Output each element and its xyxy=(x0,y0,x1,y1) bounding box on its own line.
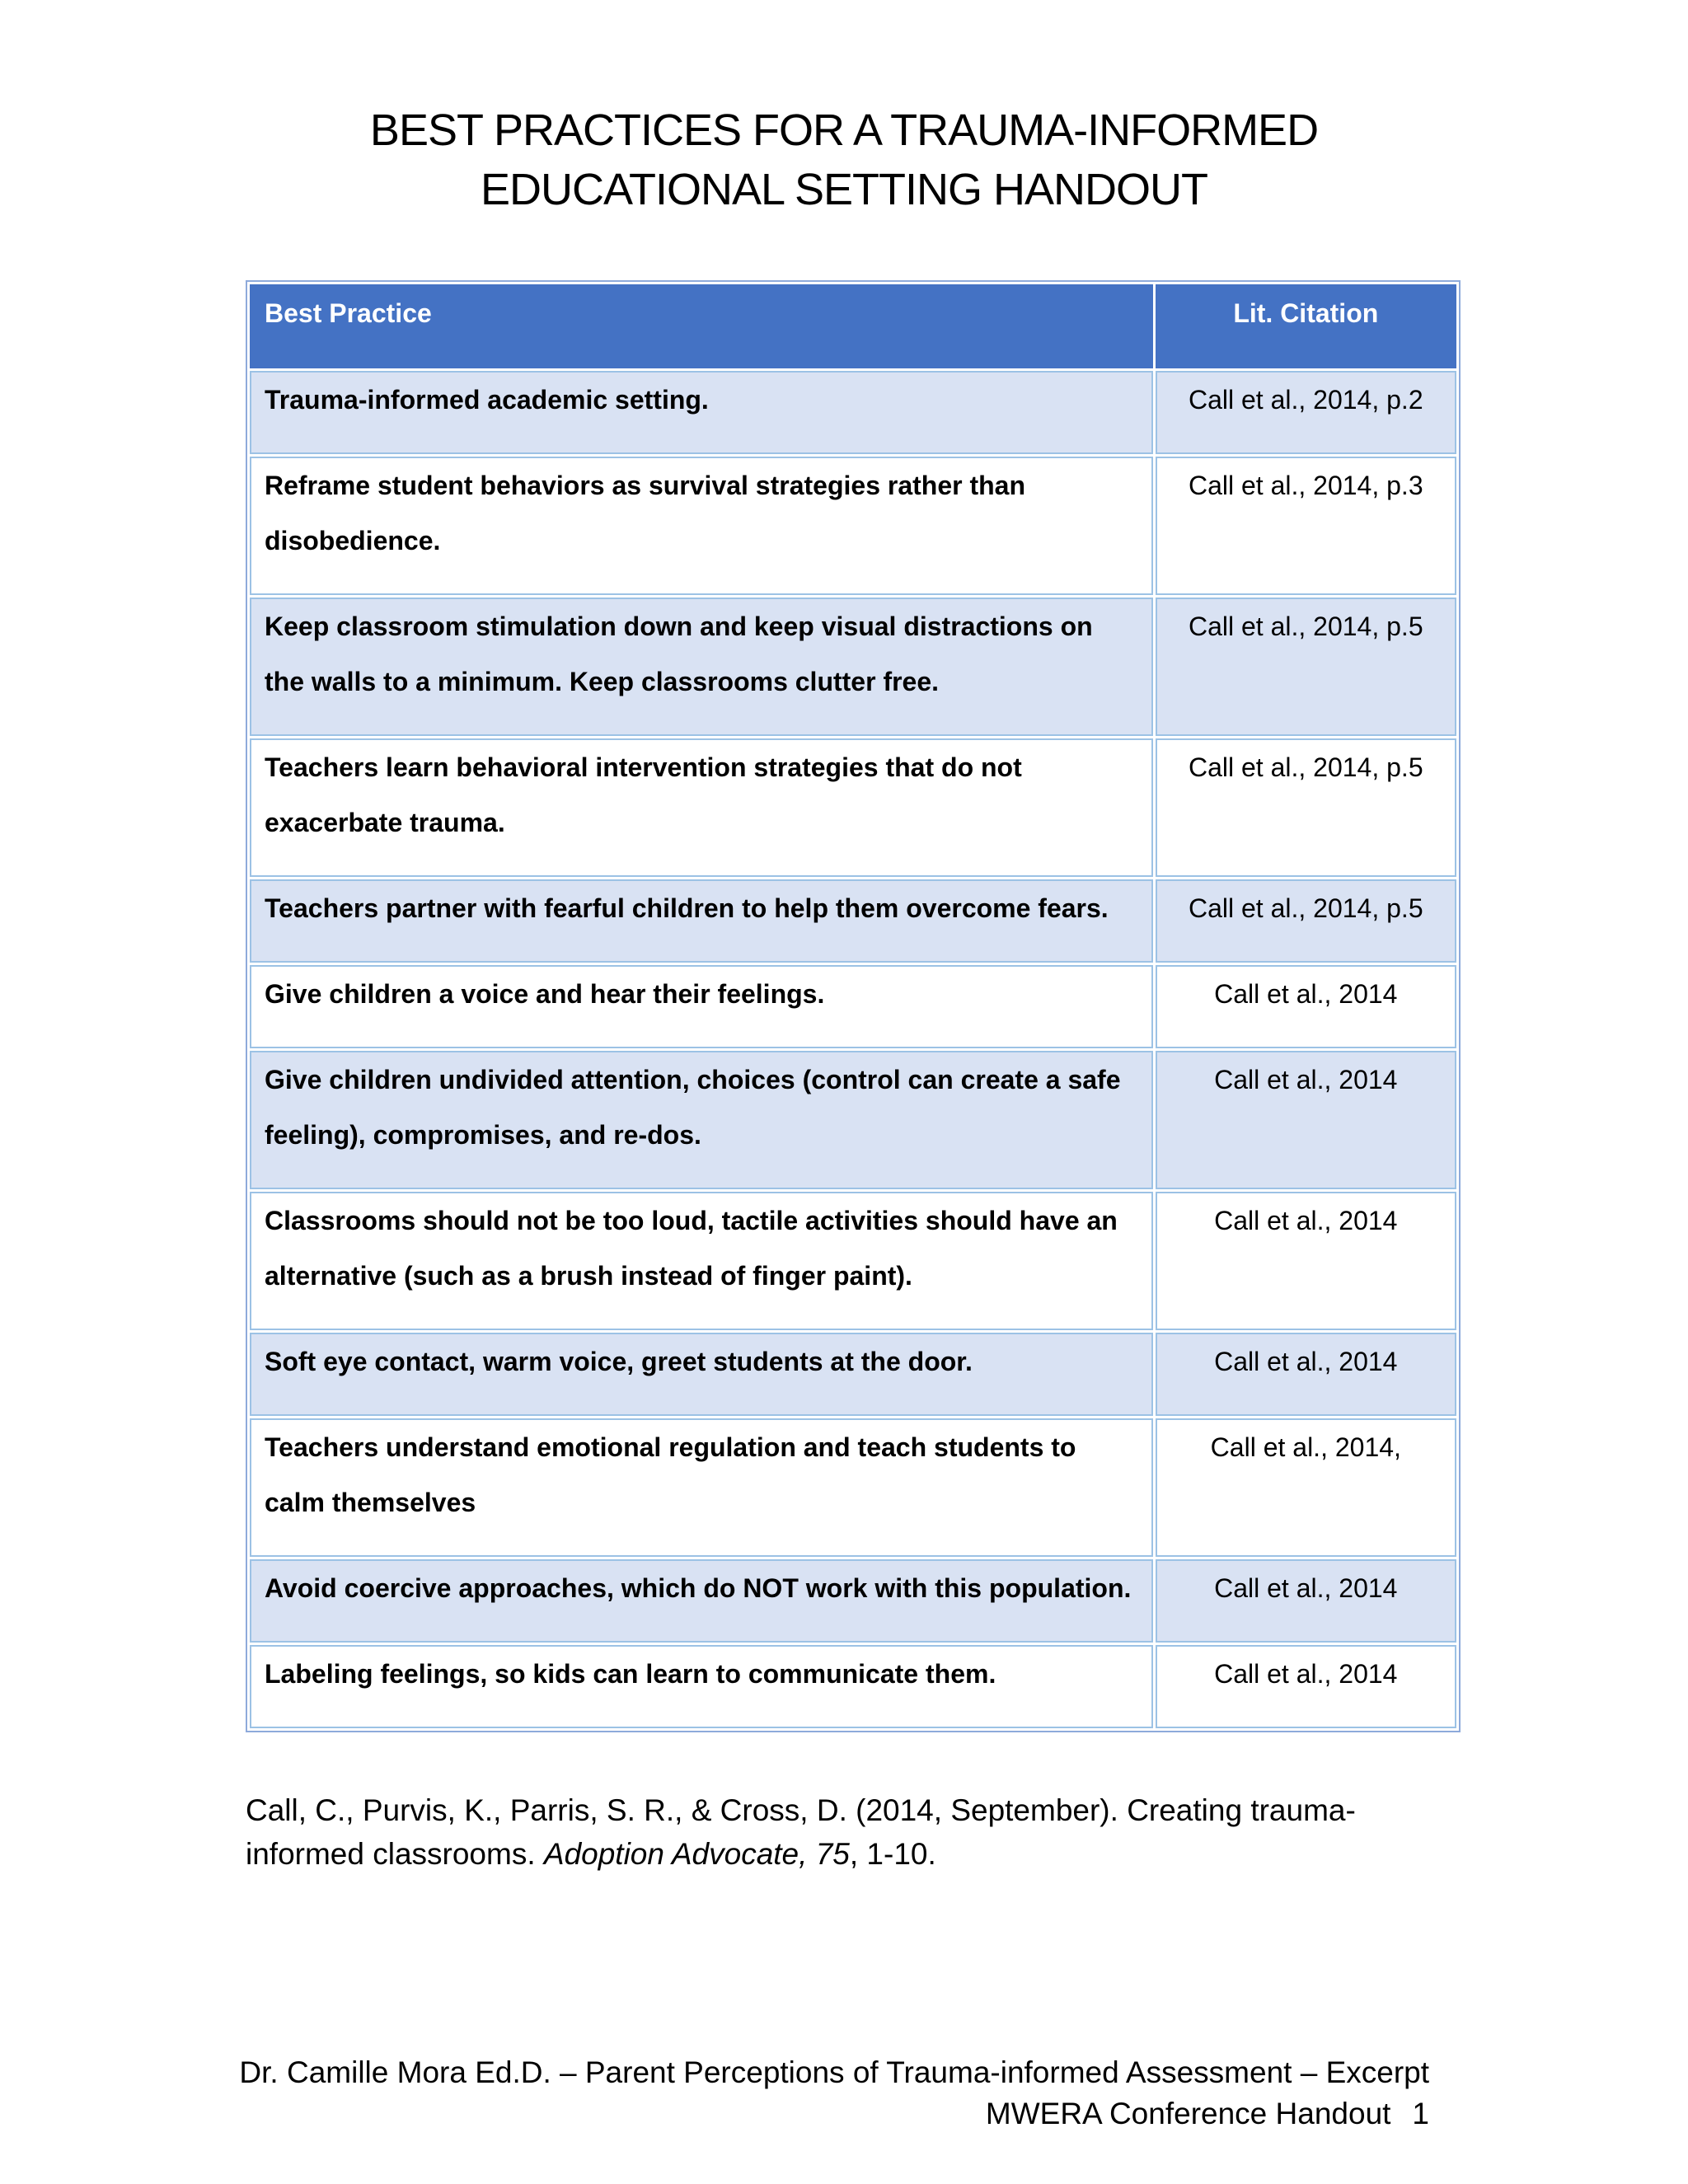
table-row xyxy=(250,1645,1456,1728)
practice-cell: Reframe student behaviors as survival strategies rather than disobedience. xyxy=(250,457,1153,595)
reference-pages: , 1-10. xyxy=(849,1837,936,1871)
practice-cell: Trauma-informed academic setting. xyxy=(250,371,1153,454)
practice-cell: Keep classroom stimulation down and keep visual distractions on the walls to a minimum. Keep classrooms clutter free. xyxy=(250,598,1153,736)
table-row xyxy=(250,965,1456,1048)
title-line-1: BEST PRACTICES FOR A TRAUMA-INFORMED xyxy=(369,105,1319,155)
reference-journal: Adoption Advocate, 75 xyxy=(543,1837,850,1871)
citation-cell: Call et al., 2014 xyxy=(1156,1192,1456,1330)
footer-handout-label: MWERA Conference Handout xyxy=(985,2097,1391,2130)
table-row xyxy=(250,1333,1456,1416)
citation-cell: Call et al., 2014, p.5 xyxy=(1156,738,1456,877)
table-row xyxy=(250,1051,1456,1189)
table-row xyxy=(250,598,1456,736)
footer-handout-line xyxy=(239,2093,1429,2135)
table-row xyxy=(250,371,1456,454)
citation-cell: Call et al., 2014, p.3 xyxy=(1156,457,1456,595)
title-line-2: EDUCATIONAL SETTING HANDOUT xyxy=(480,165,1208,214)
citation-cell: Call et al., 2014 xyxy=(1156,1333,1456,1416)
citation-cell: Call et al., 2014, p.5 xyxy=(1156,598,1456,736)
practice-cell: Teachers partner with fearful children to help them overcome fears. xyxy=(250,879,1153,963)
practice-cell: Soft eye contact, warm voice, greet students at the door. xyxy=(250,1333,1153,1416)
citation-cell: Call et al., 2014 xyxy=(1156,965,1456,1048)
page-number: 1 xyxy=(1412,2097,1429,2130)
practice-cell: Give children a voice and hear their feelings. xyxy=(250,965,1153,1048)
citation-cell: Call et al., 2014, p.2 xyxy=(1156,371,1456,454)
table-row xyxy=(250,1192,1456,1330)
header-lit-citation: Lit. Citation xyxy=(1156,284,1456,368)
reference-text: Call, C., Purvis, K., Parris, S. R., & Cross, D. (2014, September). Creating trauma-informed classrooms. xyxy=(246,1793,1356,1871)
best-practices-table xyxy=(246,280,1461,1732)
citation-cell: Call et al., 2014, xyxy=(1156,1418,1456,1557)
document-title xyxy=(0,101,1688,219)
table-header-row xyxy=(250,284,1456,368)
table-row xyxy=(250,1559,1456,1643)
page-footer xyxy=(239,2052,1429,2135)
header-best-practice: Best Practice xyxy=(250,284,1153,368)
footer-author-line: Dr. Camille Mora Ed.D. – Parent Perceptions of Trauma-informed Assessment – Excerpt xyxy=(239,2055,1429,2089)
citation-cell: Call et al., 2014, p.5 xyxy=(1156,879,1456,963)
practice-cell: Labeling feelings, so kids can learn to communicate them. xyxy=(250,1645,1153,1728)
practice-cell: Classrooms should not be too loud, tactile activities should have an alternative (such as a brush instead of finger paint). xyxy=(250,1192,1153,1330)
practice-cell: Give children undivided attention, choices (control can create a safe feeling), compromises, and re-dos. xyxy=(250,1051,1153,1189)
table-row xyxy=(250,738,1456,877)
citation-cell: Call et al., 2014 xyxy=(1156,1559,1456,1643)
practice-cell: Teachers learn behavioral intervention strategies that do not exacerbate trauma. xyxy=(250,738,1153,877)
table-row xyxy=(250,457,1456,595)
citation-cell: Call et al., 2014 xyxy=(1156,1645,1456,1728)
practice-cell: Teachers understand emotional regulation and teach students to calm themselves xyxy=(250,1418,1153,1557)
reference-citation xyxy=(246,1788,1465,1876)
citation-cell: Call et al., 2014 xyxy=(1156,1051,1456,1189)
table-row xyxy=(250,1418,1456,1557)
table-row xyxy=(250,879,1456,963)
practice-cell: Avoid coercive approaches, which do NOT work with this population. xyxy=(250,1559,1153,1643)
